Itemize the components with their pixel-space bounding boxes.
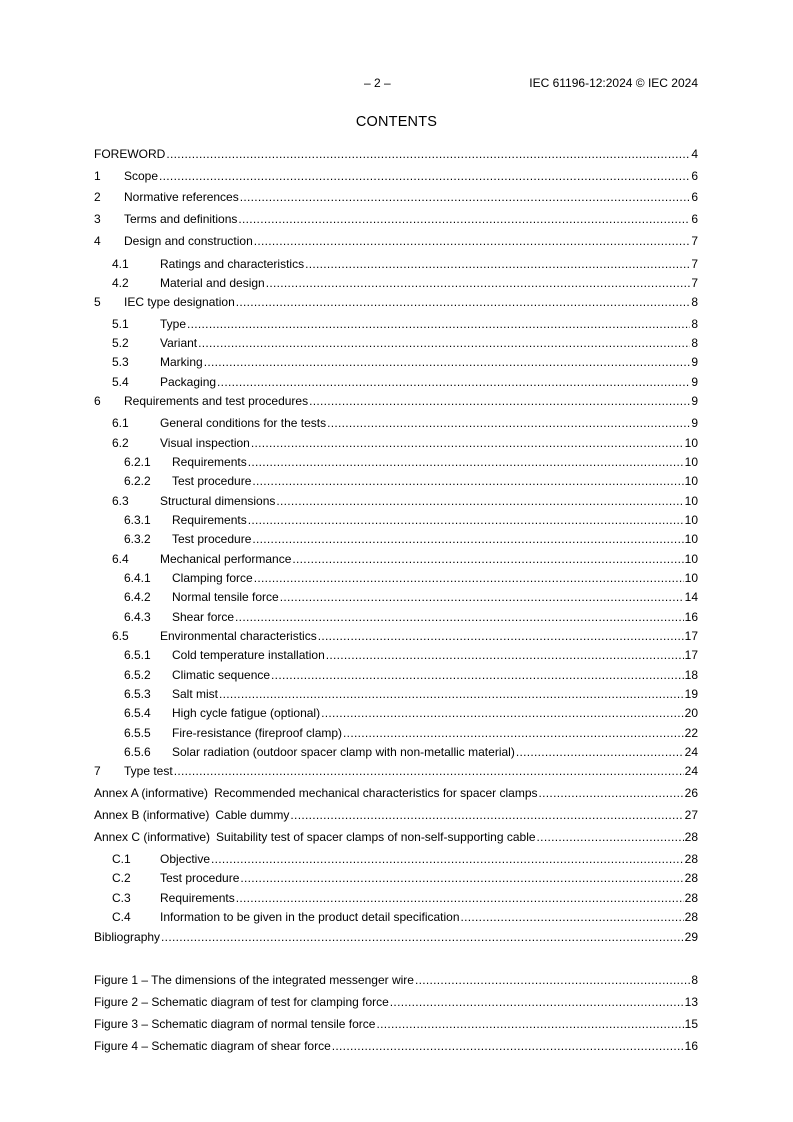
toc-entry-marking[interactable] — [94, 353, 698, 369]
toc-entry-page: 24 — [684, 764, 698, 778]
toc-entry-page: 10 — [684, 436, 698, 450]
leader-dots — [174, 764, 684, 778]
leader-dots — [161, 930, 684, 944]
toc-entry-number: 6.4.2 — [124, 590, 151, 604]
toc-entry-requirements-test-procedures[interactable] — [94, 392, 698, 408]
toc-entry-c4-information[interactable] — [94, 908, 698, 924]
leader-dots — [537, 830, 684, 844]
toc-entry-number: C.2 — [112, 871, 131, 885]
toc-entry-label: Requirements — [160, 891, 235, 905]
figure-entry-page: 16 — [684, 1039, 698, 1053]
leader-dots — [539, 786, 684, 800]
toc-entry-page: 8 — [691, 336, 698, 350]
toc-entry-page: 7 — [691, 276, 698, 290]
toc-entry-page: 18 — [684, 668, 698, 682]
leader-dots — [187, 317, 690, 331]
toc-entry-number: C.4 — [112, 910, 131, 924]
toc-entry-page: 10 — [684, 552, 698, 566]
toc-entry-number: 6 — [94, 394, 101, 408]
toc-entry-number: 6.2 — [112, 436, 129, 450]
toc-entry-design-construction[interactable] — [94, 232, 698, 248]
figure-entry-page: 13 — [684, 995, 698, 1009]
toc-entry-label: Test procedure — [172, 532, 252, 546]
toc-entry-page: 10 — [684, 494, 698, 508]
figure-entry-label: Figure 2 – Schematic diagram of test for clamping force — [94, 995, 389, 1009]
toc-entry-page: 16 — [684, 610, 698, 624]
toc-entry-page: 8 — [691, 295, 698, 309]
toc-entry-number: 7 — [94, 764, 101, 778]
toc-entry-general-conditions[interactable] — [94, 414, 698, 430]
toc-entry-bibliography[interactable] — [94, 928, 698, 944]
toc-entry-solar-radiation[interactable] — [94, 743, 698, 759]
page-number: – 2 – — [364, 76, 391, 90]
toc-entry-page: 29 — [684, 930, 698, 944]
toc-entry-type[interactable] — [94, 315, 698, 331]
toc-entry-foreword[interactable] — [94, 145, 698, 161]
toc-entry-number: 1 — [94, 169, 101, 183]
toc-entry-number: 5.1 — [112, 317, 129, 331]
toc-entry-c3-requirements[interactable] — [94, 889, 698, 905]
toc-entry-visual-test-procedure[interactable] — [94, 472, 698, 488]
page-title: CONTENTS — [355, 114, 438, 130]
leader-dots — [309, 394, 690, 408]
toc-entry-page: 19 — [684, 687, 698, 701]
figure-entry-1[interactable] — [94, 971, 698, 987]
leader-dots — [327, 416, 690, 430]
toc-entry-page: 6 — [691, 169, 698, 183]
toc-entry-page: 4 — [691, 147, 698, 161]
leader-dots — [248, 513, 684, 527]
toc-entry-page: 7 — [691, 257, 698, 271]
toc-entry-label: Mechanical performance — [160, 552, 292, 566]
toc-entry-label: Salt mist — [172, 687, 219, 701]
toc-entry-label: Type test — [124, 764, 173, 778]
leader-dots — [271, 668, 684, 682]
leader-dots — [159, 169, 690, 183]
leader-dots — [166, 147, 690, 161]
leader-dots — [280, 590, 684, 604]
toc-entry-label: Information to be given in the product detail specification — [160, 910, 460, 924]
toc-entry-number: 2 — [94, 190, 101, 204]
toc-entry-number: 6.5.3 — [124, 687, 151, 701]
figure-entry-3[interactable] — [94, 1015, 698, 1031]
toc-entry-page: 22 — [684, 726, 698, 740]
toc-entry-label: Solar radiation (outdoor spacer clamp with non-metallic material) — [172, 745, 515, 759]
toc-entry-fire-resistance[interactable] — [94, 724, 698, 740]
toc-entry-label: Packaging — [160, 375, 217, 389]
toc-entry-c2-test-procedure[interactable] — [94, 869, 698, 885]
toc-entry-label: Requirements and test procedures — [124, 394, 309, 408]
toc-entry-number: 6.3 — [112, 494, 129, 508]
toc-entry-number: Annex C (informative) — [94, 830, 211, 844]
toc-entry-number: Annex A (informative) — [94, 786, 209, 800]
leader-dots — [321, 706, 684, 720]
toc-entry-structural-requirements[interactable] — [94, 511, 698, 527]
leader-dots — [236, 295, 691, 309]
leader-dots — [198, 336, 690, 350]
leader-dots — [415, 973, 690, 987]
leader-dots — [318, 629, 684, 643]
toc-entry-label: Variant — [160, 336, 198, 350]
toc-entry-number: 5.2 — [112, 336, 129, 350]
leader-dots — [240, 871, 683, 885]
toc-entry-mechanical-performance[interactable] — [94, 550, 698, 566]
toc-entry-salt-mist[interactable] — [94, 685, 698, 701]
toc-entry-number: 5.3 — [112, 355, 129, 369]
toc-entry-variant[interactable] — [94, 334, 698, 350]
leader-dots — [248, 455, 684, 469]
toc-entry-label: Normal tensile force — [172, 590, 279, 604]
toc-entry-page: 28 — [684, 871, 698, 885]
figure-entry-label: Figure 3 – Schematic diagram of normal tensile force — [94, 1017, 376, 1031]
leader-dots — [204, 355, 691, 369]
toc-entry-number: 6.2.2 — [124, 474, 151, 488]
leader-dots — [251, 436, 684, 450]
toc-entry-number: 6.5.6 — [124, 745, 151, 759]
toc-entry-label: Clamping force — [172, 571, 253, 585]
toc-entry-label: Test procedure — [160, 871, 240, 885]
leader-dots — [516, 745, 684, 759]
toc-entry-page: 9 — [691, 416, 698, 430]
toc-entry-label: Normative references — [124, 190, 239, 204]
toc-entry-page: 6 — [691, 212, 698, 226]
toc-entry-label: Bibliography — [94, 930, 161, 944]
toc-entry-scope[interactable] — [94, 167, 698, 183]
toc-entry-high-cycle-fatigue[interactable] — [94, 704, 698, 720]
toc-entry-structural-dimensions[interactable] — [94, 492, 698, 508]
figure-entry-page: 15 — [684, 1017, 698, 1031]
leader-dots — [219, 687, 684, 701]
leader-dots — [376, 1017, 683, 1031]
toc-entry-number: 6.3.2 — [124, 532, 151, 546]
leader-dots — [211, 852, 684, 866]
figure-entry-label: Figure 4 – Schematic diagram of shear force — [94, 1039, 331, 1053]
figure-entry-page: 8 — [691, 973, 698, 987]
toc-entry-c1-objective[interactable] — [94, 850, 698, 866]
toc-entry-page: 20 — [684, 706, 698, 720]
toc-entry-number: 5 — [94, 295, 101, 309]
leader-dots — [332, 1039, 684, 1053]
toc-entry-page: 27 — [684, 808, 698, 822]
toc-entry-page: 24 — [684, 745, 698, 759]
toc-entry-label: FOREWORD — [94, 147, 166, 161]
toc-entry-environmental-characteristics[interactable] — [94, 627, 698, 643]
toc-entry-page: 6 — [691, 190, 698, 204]
toc-entry-page: 17 — [684, 629, 698, 643]
toc-entry-label: Ratings and characteristics — [160, 257, 305, 271]
toc-entry-page: 9 — [691, 355, 698, 369]
toc-entry-label: Visual inspection — [160, 436, 250, 450]
document-id: IEC 61196-12:2024 © IEC 2024 — [529, 76, 698, 90]
toc-entry-visual-inspection[interactable] — [94, 434, 698, 450]
toc-entry-label: General conditions for the tests — [160, 416, 327, 430]
toc-entry-page: 10 — [684, 474, 698, 488]
figure-entry-2[interactable] — [94, 993, 698, 1009]
toc-entry-page: 10 — [684, 532, 698, 546]
toc-entry-number: C.3 — [112, 891, 131, 905]
toc-entry-clamping-force[interactable] — [94, 569, 698, 585]
toc-entry-cold-temperature[interactable] — [94, 646, 698, 662]
toc-entry-terms-definitions[interactable] — [94, 210, 698, 226]
toc-entry-label: IEC type designation — [124, 295, 235, 309]
toc-entry-label: High cycle fatigue (optional) — [172, 706, 321, 720]
toc-entry-number: 4 — [94, 234, 101, 248]
toc-entry-structural-test-procedure[interactable] — [94, 530, 698, 546]
toc-entry-number: 6.1 — [112, 416, 129, 430]
leader-dots — [266, 276, 691, 290]
toc-entry-number: 6.4.1 — [124, 571, 151, 585]
toc-entry-number: 6.5 — [112, 629, 129, 643]
figure-entry-label: Figure 1 – The dimensions of the integrated messenger wire — [94, 973, 414, 987]
toc-entry-normal-tensile-force[interactable] — [94, 588, 698, 604]
toc-entry-label: Cable dummy — [215, 808, 290, 822]
toc-entry-shear-force[interactable] — [94, 608, 698, 624]
toc-entry-label: Design and construction — [124, 234, 253, 248]
toc-entry-page: 10 — [684, 455, 698, 469]
toc-entry-number: 6.2.1 — [124, 455, 151, 469]
toc-entry-page: 26 — [684, 786, 698, 800]
leader-dots — [326, 648, 684, 662]
leader-dots — [276, 494, 683, 508]
toc-entry-label: Climatic sequence — [172, 668, 271, 682]
toc-entry-ratings[interactable] — [94, 255, 698, 271]
toc-entry-number: 6.4.3 — [124, 610, 151, 624]
leader-dots — [343, 726, 684, 740]
leader-dots — [217, 375, 690, 389]
toc-entry-label: Fire-resistance (fireproof clamp) — [172, 726, 343, 740]
toc-entry-type-designation[interactable] — [94, 293, 698, 309]
leader-dots — [254, 571, 684, 585]
toc-entry-label: Type — [160, 317, 187, 331]
toc-entry-climatic-sequence[interactable] — [94, 666, 698, 682]
toc-entry-label: Cold temperature installation — [172, 648, 325, 662]
toc-entry-page: 10 — [684, 571, 698, 585]
toc-entry-number: 4.1 — [112, 257, 129, 271]
leader-dots — [461, 910, 684, 924]
toc-entry-normative-references[interactable] — [94, 188, 698, 204]
toc-entry-label: Suitability test of spacer clamps of non-self-supporting cable — [216, 830, 536, 844]
toc-entry-number: 6.3.1 — [124, 513, 151, 527]
page-header — [94, 76, 698, 92]
toc-entry-number: 6.5.1 — [124, 648, 151, 662]
toc-entry-number: 6.5.5 — [124, 726, 151, 740]
toc-entry-page: 10 — [684, 513, 698, 527]
toc-entry-label: Terms and definitions — [124, 212, 238, 226]
toc-entry-number: C.1 — [112, 852, 131, 866]
toc-entry-number: 6.5.4 — [124, 706, 151, 720]
leader-dots — [305, 257, 690, 271]
leader-dots — [235, 610, 684, 624]
leader-dots — [254, 234, 691, 248]
toc-entry-label: Scope — [124, 169, 159, 183]
toc-entry-annex-c[interactable] — [94, 828, 698, 844]
toc-entry-page: 9 — [691, 394, 698, 408]
leader-dots — [240, 190, 691, 204]
leader-dots — [252, 474, 683, 488]
toc-entry-label: Marking — [160, 355, 203, 369]
leader-dots — [290, 808, 683, 822]
toc-entry-number: Annex B (informative) — [94, 808, 210, 822]
toc-entry-label: Shear force — [172, 610, 235, 624]
toc-entry-visual-requirements[interactable] — [94, 453, 698, 469]
toc-entry-type-test[interactable] — [94, 762, 698, 778]
toc-entry-page: 7 — [691, 234, 698, 248]
toc-entry-packaging[interactable] — [94, 373, 698, 389]
leader-dots — [236, 891, 684, 905]
toc-entry-label: Recommended mechanical characteristics for spacer clamps — [214, 786, 538, 800]
leader-dots — [390, 995, 684, 1009]
toc-entry-page: 28 — [684, 910, 698, 924]
toc-entry-label: Test procedure — [172, 474, 252, 488]
toc-entry-material-design[interactable] — [94, 274, 698, 290]
toc-entry-page: 9 — [691, 375, 698, 389]
toc-entry-page: 28 — [684, 852, 698, 866]
figure-entry-4[interactable] — [94, 1037, 698, 1053]
toc-entry-number: 6.5.2 — [124, 668, 151, 682]
toc-entry-annex-b[interactable] — [94, 806, 698, 822]
toc-entry-page: 17 — [684, 648, 698, 662]
toc-entry-label: Requirements — [172, 513, 247, 527]
toc-entry-number: 5.4 — [112, 375, 129, 389]
toc-entry-label: Structural dimensions — [160, 494, 276, 508]
toc-entry-label: Requirements — [172, 455, 247, 469]
toc-entry-label: Objective — [160, 852, 211, 866]
leader-dots — [238, 212, 690, 226]
toc-entry-number: 3 — [94, 212, 101, 226]
toc-entry-page: 28 — [684, 830, 698, 844]
leader-dots — [292, 552, 683, 566]
leader-dots — [252, 532, 683, 546]
toc-entry-label: Environmental characteristics — [160, 629, 317, 643]
toc-entry-page: 8 — [691, 317, 698, 331]
toc-entry-label: Material and design — [160, 276, 265, 290]
toc-entry-page: 28 — [684, 891, 698, 905]
toc-entry-page: 14 — [684, 590, 698, 604]
toc-entry-number: 4.2 — [112, 276, 129, 290]
toc-entry-number: 6.4 — [112, 552, 129, 566]
toc-entry-annex-a[interactable] — [94, 784, 698, 800]
